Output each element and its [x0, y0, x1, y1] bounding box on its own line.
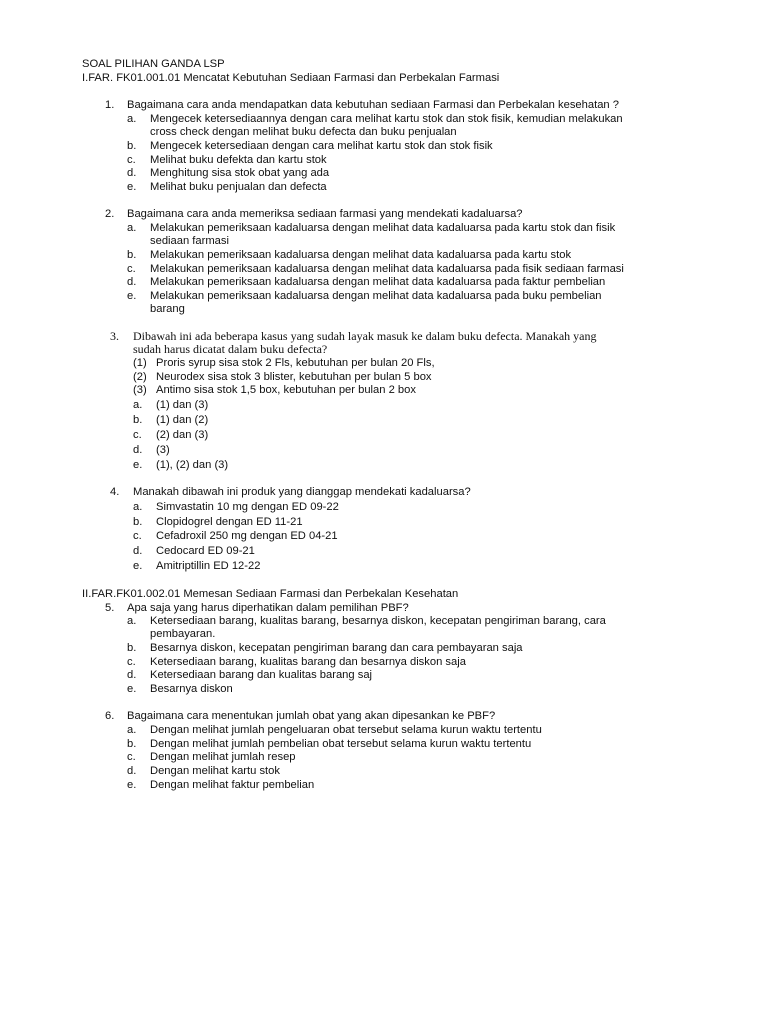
option-letter: c. — [127, 751, 136, 763]
option-text: Melakukan pemeriksaan kadaluarsa dengan melihat data kadaluarsa pada kartu stok — [150, 249, 572, 261]
question-text: sudah harus dicatat dalam buku defecta? — [133, 342, 328, 356]
option-letter: c. — [127, 154, 136, 166]
option-text: sediaan farmasi — [150, 235, 229, 247]
option-text: Cefadroxil 250 mg dengan ED 04-21 — [156, 530, 338, 542]
option-letter: d. — [127, 765, 137, 777]
option-text: Dengan melihat jumlah resep — [150, 751, 296, 763]
option-letter: c. — [127, 263, 136, 275]
option-text: Melakukan pemeriksaan kadaluarsa dengan melihat data kadaluarsa pada buku pembelian — [150, 290, 602, 302]
option-letter: c. — [133, 530, 142, 542]
option-letter: d. — [133, 545, 143, 557]
question-text: Bagaimana cara menentukan jumlah obat yang akan dipesankan ke PBF? — [127, 710, 496, 722]
option-letter: a. — [133, 399, 143, 411]
option-text: pembayaran. — [150, 628, 216, 640]
case-text: Proris syrup sisa stok 2 Fls, kebutuhan per bulan 20 Fls, — [156, 357, 435, 369]
option-text: Melakukan pemeriksaan kadaluarsa dengan melihat data kadaluarsa pada kartu stok dan fisik — [150, 222, 616, 234]
option-letter: e. — [133, 560, 143, 572]
option-letter: e. — [127, 290, 137, 302]
option-letter: a. — [127, 113, 137, 125]
option-letter: b. — [127, 249, 137, 261]
case-label: (3) — [133, 384, 147, 396]
option-letter: d. — [127, 167, 137, 179]
option-text: Simvastatin 10 mg dengan ED 09-22 — [156, 501, 339, 513]
question-text: Bagaimana cara anda memeriksa sediaan farmasi yang mendekati kadaluarsa? — [127, 208, 523, 220]
option-text: Besarnya diskon, kecepatan pengiriman barang dan cara pembayaran saja — [150, 642, 523, 654]
option-letter: e. — [127, 683, 137, 695]
option-letter: c. — [127, 656, 136, 668]
option-letter: e. — [127, 779, 137, 791]
option-text: barang — [150, 303, 185, 315]
option-letter: a. — [127, 724, 137, 736]
option-letter: b. — [127, 642, 137, 654]
case-text: Antimo sisa stok 1,5 box, kebutuhan per bulan 2 box — [156, 384, 416, 396]
option-text: Cedocard ED 09-21 — [156, 545, 255, 557]
option-letter: b. — [133, 414, 143, 426]
question-number: 1. — [105, 99, 115, 111]
option-text: Mengecek ketersediaannya dengan cara melihat kartu stok dan stok fisik, kemudian melakukan — [150, 113, 623, 125]
question-text: Bagaimana cara anda mendapatkan data kebutuhan sediaan Farmasi dan Perbekalan kesehatan ? — [127, 99, 619, 111]
option-letter: e. — [127, 181, 137, 193]
option-text: Amitriptillin ED 12-22 — [156, 560, 261, 572]
question-number: 4. — [110, 486, 120, 498]
section-heading-2: II.FAR.FK01.002.01 Memesan Sediaan Farmasi dan Perbekalan Kesehatan — [82, 588, 459, 600]
question-number: 6. — [105, 710, 115, 722]
option-letter: d. — [127, 276, 137, 288]
option-text: Dengan melihat jumlah pembelian obat tersebut selama kurun waktu tertentu — [150, 738, 532, 750]
option-text: (3) — [156, 444, 170, 456]
option-letter: e. — [133, 459, 143, 471]
option-letter: d. — [127, 669, 137, 681]
option-letter: c. — [133, 429, 142, 441]
option-text: Ketersediaan barang, kualitas barang, besarnya diskon, kecepatan pengiriman barang, cara — [150, 615, 606, 627]
option-text: (2) dan (3) — [156, 429, 209, 441]
question-text: Dibawah ini ada beberapa kasus yang sudah layak masuk ke dalam buku defecta. Manakah yang — [133, 329, 597, 343]
option-letter: a. — [127, 615, 137, 627]
question-number: 2. — [105, 208, 115, 220]
option-text: Melakukan pemeriksaan kadaluarsa dengan melihat data kadaluarsa pada faktur pembelian — [150, 276, 606, 288]
option-letter: b. — [127, 140, 137, 152]
option-text: Clopidogrel dengan ED 11-21 — [156, 516, 303, 528]
option-letter: b. — [133, 516, 143, 528]
option-letter: a. — [133, 501, 143, 513]
question-number: 3. — [110, 329, 119, 343]
option-text: cross check dengan melihat buku defecta dan buku penjualan — [150, 126, 457, 138]
option-text: Ketersediaan barang, kualitas barang dan besarnya diskon saja — [150, 656, 466, 668]
option-letter: a. — [127, 222, 137, 234]
option-text: Melakukan pemeriksaan kadaluarsa dengan melihat data kadaluarsa pada fisik sediaan farmasi — [150, 263, 624, 275]
question-number: 5. — [105, 602, 115, 614]
option-text: Besarnya diskon — [150, 683, 233, 695]
option-text: Menghitung sisa stok obat yang ada — [150, 167, 330, 179]
case-label: (1) — [133, 357, 147, 369]
case-label: (2) — [133, 371, 147, 383]
option-text: (1) dan (2) — [156, 414, 209, 426]
option-text: Dengan melihat jumlah pengeluaran obat tersebut selama kurun waktu tertentu — [150, 724, 542, 736]
question-text: Apa saja yang harus diperhatikan dalam pemilihan PBF? — [127, 602, 409, 614]
question-text: Manakah dibawah ini produk yang dianggap mendekati kadaluarsa? — [133, 486, 471, 498]
option-text: Mengecek ketersediaan dengan cara melihat kartu stok dan stok fisik — [150, 140, 493, 152]
option-letter: d. — [133, 444, 143, 456]
option-text: Dengan melihat kartu stok — [150, 765, 280, 777]
document-title: SOAL PILIHAN GANDA LSP — [82, 58, 225, 70]
option-letter: b. — [127, 738, 137, 750]
option-text: (1), (2) dan (3) — [156, 459, 229, 471]
option-text: Melihat buku defekta dan kartu stok — [150, 154, 327, 166]
option-text: Dengan melihat faktur pembelian — [150, 779, 315, 791]
option-text: Melihat buku penjualan dan defecta — [150, 181, 327, 193]
option-text: (1) dan (3) — [156, 399, 209, 411]
option-text: Ketersediaan barang dan kualitas barang saj — [150, 669, 373, 681]
case-text: Neurodex sisa stok 3 blister, kebutuhan per bulan 5 box — [156, 371, 432, 383]
section-heading-1: I.FAR. FK01.001.01 Mencatat Kebutuhan Sediaan Farmasi dan Perbekalan Farmasi — [82, 72, 500, 84]
